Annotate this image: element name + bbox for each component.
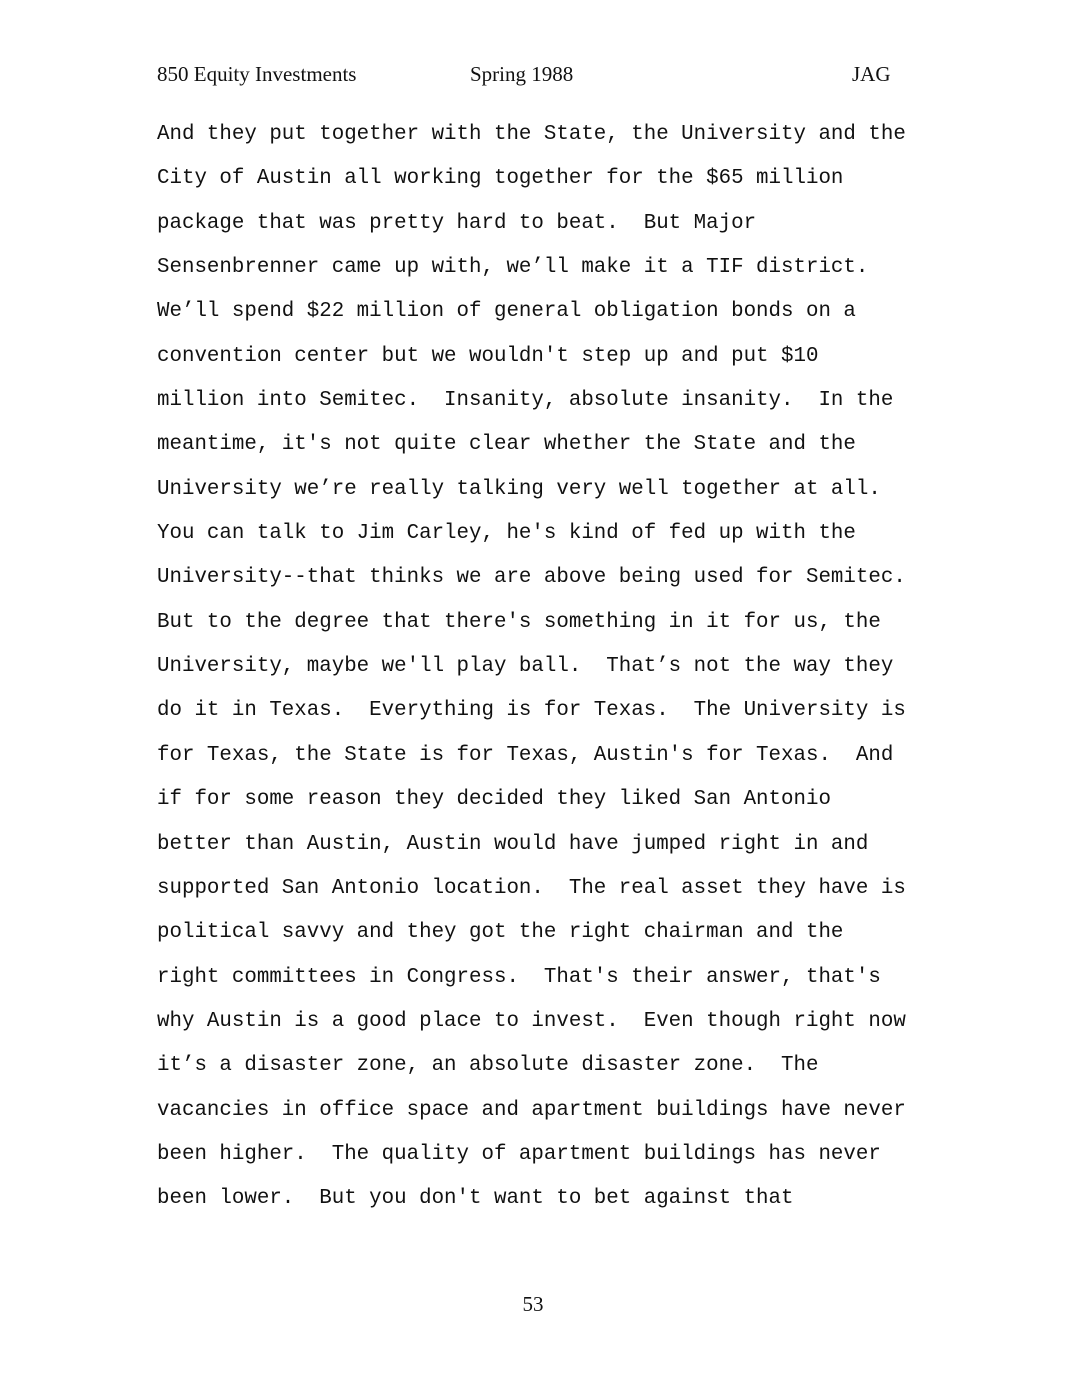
page-number: 53 (522, 1292, 544, 1316)
text-line: if for some reason they decided they liked San Antonio (157, 788, 831, 812)
text-line: You can talk to Jim Carley, he's kind of fed up with the (157, 522, 856, 546)
text-line: right committees in Congress. That's their answer, that's (157, 965, 881, 989)
text-line: vacancies in office space and apartment buildings have never (157, 1098, 906, 1122)
text-line: We’ll spend $22 million of general obligation bonds on a (157, 300, 856, 324)
text-line: And they put together with the State, the University and the (157, 123, 906, 146)
text-line: million into Semitec. Insanity, absolute insanity. In the (157, 389, 894, 413)
text-line: University--that thinks we are above being used for Semitec. (157, 566, 906, 590)
text-line: better than Austin, Austin would have jumped right in and (157, 832, 869, 856)
transcript-body (157, 113, 1017, 1222)
text-line: why Austin is a good place to invest. Even though right now (157, 1009, 906, 1033)
text-line: package that was pretty hard to beat. But Major (157, 211, 757, 235)
text-line: Sensenbrenner came up with, we’ll make it a TIF district. (157, 256, 869, 280)
text-line: it’s a disaster zone, an absolute disaster zone. The (157, 1054, 819, 1078)
header-course-title: 850 Equity Investments (157, 62, 357, 86)
text-line: meantime, it's not quite clear whether the State and the (157, 433, 856, 457)
text-line: University we’re really talking very well together at all. (157, 477, 881, 501)
text-line: But to the degree that there's something in it for us, the (157, 610, 881, 634)
text-line: for Texas, the State is for Texas, Austin's for Texas. And (157, 743, 894, 767)
header-term: Spring 1988 (470, 62, 574, 86)
text-line: convention center but we wouldn't step up and put $10 (157, 344, 819, 368)
header-initials: JAG (852, 62, 891, 86)
text-line: supported San Antonio location. The real asset they have is (157, 876, 906, 900)
text-line: University, maybe we'll play ball. That’s not the way they (157, 655, 894, 679)
text-line: been higher. The quality of apartment buildings has never (157, 1142, 881, 1166)
text-line: political savvy and they got the right chairman and the (157, 921, 844, 945)
page-header (0, 62, 1066, 92)
text-line: do it in Texas. Everything is for Texas. The University is (157, 699, 906, 723)
text-line: City of Austin all working together for the $65 million (157, 167, 844, 191)
text-line: been lower. But you don't want to bet against that (157, 1187, 794, 1211)
